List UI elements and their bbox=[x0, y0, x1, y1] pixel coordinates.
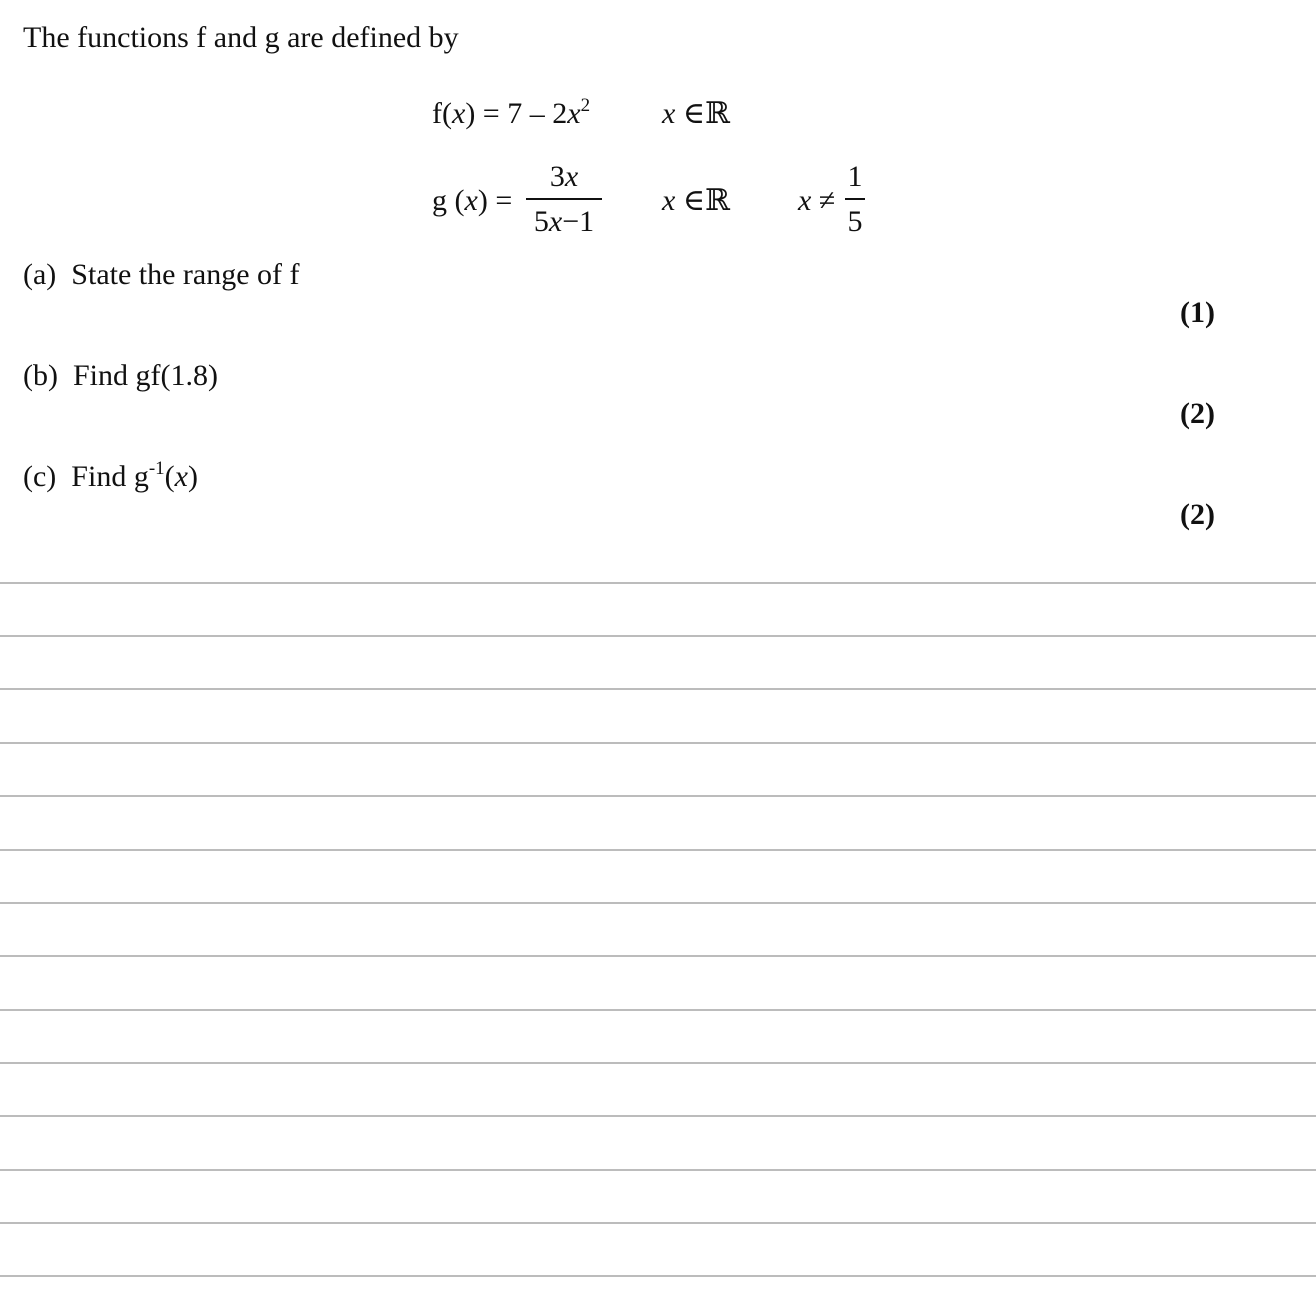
g-lhs-fn: g ( bbox=[432, 184, 465, 217]
g-exclusion-den: 5 bbox=[847, 205, 863, 238]
part-b-label: (b) bbox=[23, 359, 58, 392]
answer-line bbox=[0, 955, 1316, 957]
answer-line bbox=[0, 1115, 1316, 1117]
part-a-text: State the range of f bbox=[71, 258, 300, 291]
part-a-label: (a) bbox=[23, 258, 57, 291]
f-domain-var: x bbox=[662, 97, 676, 130]
answer-line bbox=[0, 742, 1316, 744]
answer-line bbox=[0, 688, 1316, 690]
g-numerator-var: x bbox=[564, 160, 579, 193]
answer-line bbox=[0, 1062, 1316, 1064]
answer-line bbox=[0, 902, 1316, 904]
answer-line bbox=[0, 1009, 1316, 1011]
g-lhs-var: x bbox=[464, 184, 478, 217]
g-denominator-var: x bbox=[548, 205, 563, 238]
part-c-var: x bbox=[174, 460, 188, 493]
answer-line bbox=[0, 1169, 1316, 1171]
f-domain-set: ∈ℝ bbox=[682, 97, 730, 130]
f-lhs: f( bbox=[432, 97, 452, 130]
f-lhs-close: ) = 7 – 2 bbox=[465, 97, 568, 130]
g-domain-set: ∈ℝ bbox=[682, 184, 730, 217]
part-c-marks: (2) bbox=[1180, 498, 1215, 531]
part-b-marks: (2) bbox=[1180, 397, 1215, 430]
question-intro: The functions f and g are defined by bbox=[23, 21, 459, 54]
g-exclusion-sign: ≠ bbox=[818, 184, 836, 217]
answer-line bbox=[0, 635, 1316, 637]
g-denominator-coef: 5 bbox=[533, 205, 549, 238]
answer-line bbox=[0, 1275, 1316, 1277]
part-c-label: (c) bbox=[23, 460, 57, 493]
answer-line bbox=[0, 795, 1316, 797]
part-a-marks: (1) bbox=[1180, 296, 1215, 329]
g-denominator-rest: −1 bbox=[562, 205, 595, 238]
g-exclusion-num: 1 bbox=[847, 160, 863, 193]
answer-line bbox=[0, 582, 1316, 584]
g-lhs-close: ) = bbox=[477, 184, 513, 217]
part-c-open: ( bbox=[164, 460, 175, 493]
g-numerator-coef: 3 bbox=[549, 160, 565, 193]
g-domain-var: x bbox=[662, 184, 676, 217]
part-c-text: Find g bbox=[71, 460, 149, 493]
part-c-sup: -1 bbox=[148, 458, 165, 479]
answer-line bbox=[0, 849, 1316, 851]
answer-line bbox=[0, 1222, 1316, 1224]
f-power: 2 bbox=[580, 95, 591, 116]
f-lhs-var: x bbox=[451, 97, 466, 130]
part-c-close: ) bbox=[187, 460, 198, 493]
part-b-text: Find gf(1.8) bbox=[72, 359, 218, 392]
f-rhs-var: x bbox=[567, 97, 581, 130]
g-exclusion-var: x bbox=[798, 184, 812, 217]
